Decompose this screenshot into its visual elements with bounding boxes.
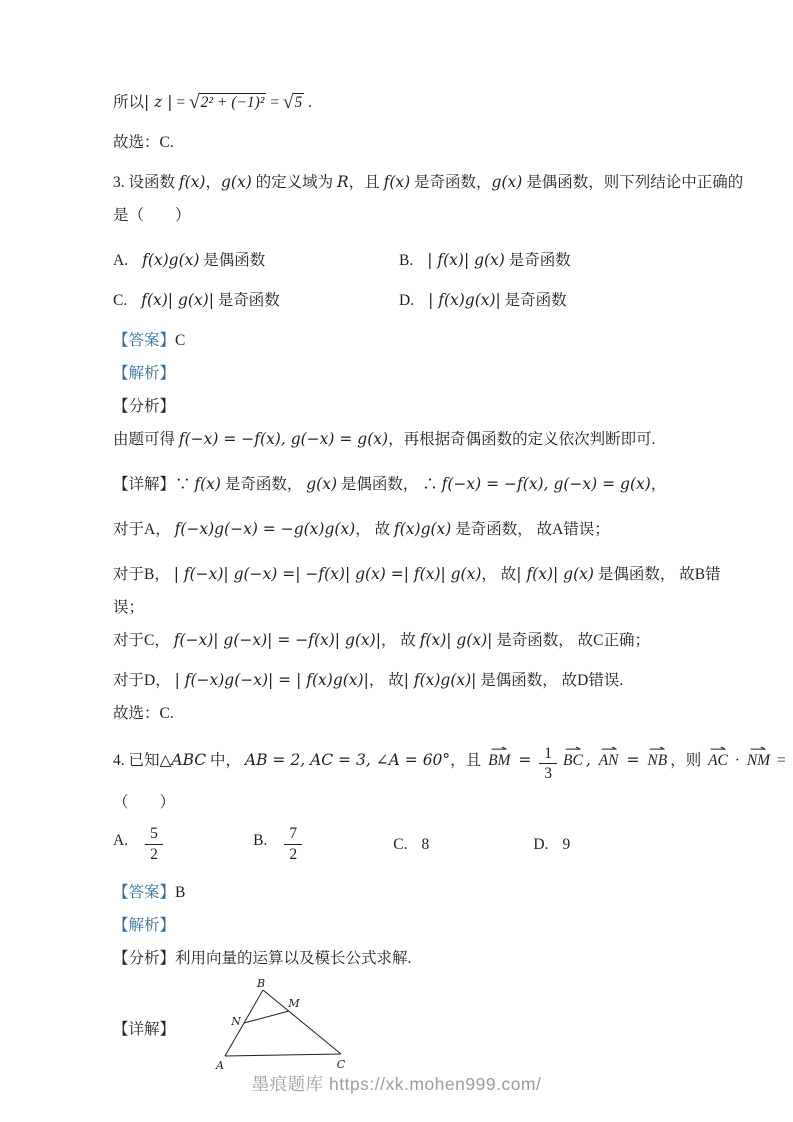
- q4-stem-line1: 4. 已知△ABC 中， AB = 2, AC = 3, ∠A = 60°，且 ⇀ BM = $\frac{1}{3}$ ⇀ BC , ⇀ AN = ⇀ NB ，则 ⇀ AC · ⇀ NM =: [113, 733, 685, 783]
- q3-fenxi-header: 【分析】: [113, 398, 176, 415]
- q4-option-b: B. $\frac{7}{2}$: [253, 825, 393, 863]
- point-label-n: N: [231, 1015, 241, 1028]
- q4-option-a: A. $\frac{5}{2}$: [113, 825, 253, 863]
- q3-stem-line2: 是（ ）: [113, 207, 191, 224]
- q4-stem-line2: （ ）: [113, 794, 176, 811]
- q4-option-c: C. 8: [393, 835, 430, 853]
- q3-case-d: 对于D， | f(−x)g(−x)| = | f(x)g(x)|， 故| f(x)g(x)| 是偶函数， 故D错误.: [113, 671, 624, 689]
- q3-stem-line1: 3. 设函数 f(x)，g(x) 的定义域为 R，且 f(x) 是奇函数，g(x) 是偶函数，则下列结论中正确的: [113, 173, 744, 191]
- q3-case-a: 对于A， f(−x)g(−x) = −g(x)g(x)， 故 f(x)g(x) 是奇函数， 故A错误；: [113, 520, 610, 538]
- q3-jiexi-header: 【解析】: [113, 365, 176, 382]
- q3-option-c: C. f(x)| g(x)| 是奇函数: [113, 291, 280, 309]
- vertex-label-c: C: [336, 1058, 346, 1071]
- q4-options-row: [113, 822, 685, 866]
- vertex-label-b: B: [256, 978, 266, 990]
- vertex-label-a: A: [216, 1059, 224, 1072]
- q2-conclusion-formula: 所以| z | = √ 2² + (−1)² = √ 5 .: [113, 88, 685, 116]
- segment-nm: [244, 1011, 289, 1023]
- q3-fenxi-body: 由题可得 f(−x) = −f(x), g(−x) = g(x)，再根据奇偶函数的定义依次判断即可.: [113, 430, 656, 448]
- triangle-side-bc: [263, 990, 341, 1054]
- q2-choice: 故选：C.: [113, 134, 174, 151]
- q4-detail-row: [113, 978, 685, 1078]
- q3-answer: 【答案】C: [113, 332, 186, 349]
- q4-jiexi-header: 【解析】: [113, 917, 176, 934]
- q3-options-row2: [113, 287, 685, 314]
- q4-option-d: D. 9: [533, 835, 571, 853]
- q3-case-c: 对于C， f(−x)| g(−x)| = −f(x)| g(x)|， 故 f(x)| g(x)| 是奇函数， 故C正确；: [113, 631, 650, 649]
- q3-case-b-line1: 对于B， | f(−x)| g(−x) =| −f(x)| g(x) =| f(x)| g(x)， 故| f(x)| g(x) 是偶函数， 故B错: [113, 565, 721, 583]
- q3-detail-line: 【详解】∵ f(x) 是奇函数， g(x) 是偶函数， ∴ f(−x) = −f(x), g(−x) = g(x)，: [113, 475, 667, 493]
- q3-case-b-line2: 误；: [113, 599, 145, 616]
- q4-fenxi-line: 【分析】利用向量的运算以及模长公式求解.: [113, 950, 412, 967]
- q4-detail-label: 【详解】: [113, 1021, 176, 1038]
- q3-options-row1: [113, 247, 685, 274]
- triangle-figure: [209, 978, 369, 1078]
- q3-option-b: B. | f(x)| g(x) 是奇函数: [399, 251, 571, 269]
- footer-watermark: 墨痕题库 https://xk.mohen999.com/: [251, 1074, 542, 1094]
- point-label-m: M: [288, 997, 300, 1010]
- q3-option-a: A. f(x)g(x) 是偶函数: [113, 251, 266, 269]
- triangle-side-ca: [225, 1054, 341, 1056]
- q3-option-d: D. | f(x)g(x)| 是奇函数: [399, 291, 567, 309]
- q4-answer: 【答案】B: [113, 884, 186, 901]
- q3-choice: 故选：C.: [113, 705, 174, 722]
